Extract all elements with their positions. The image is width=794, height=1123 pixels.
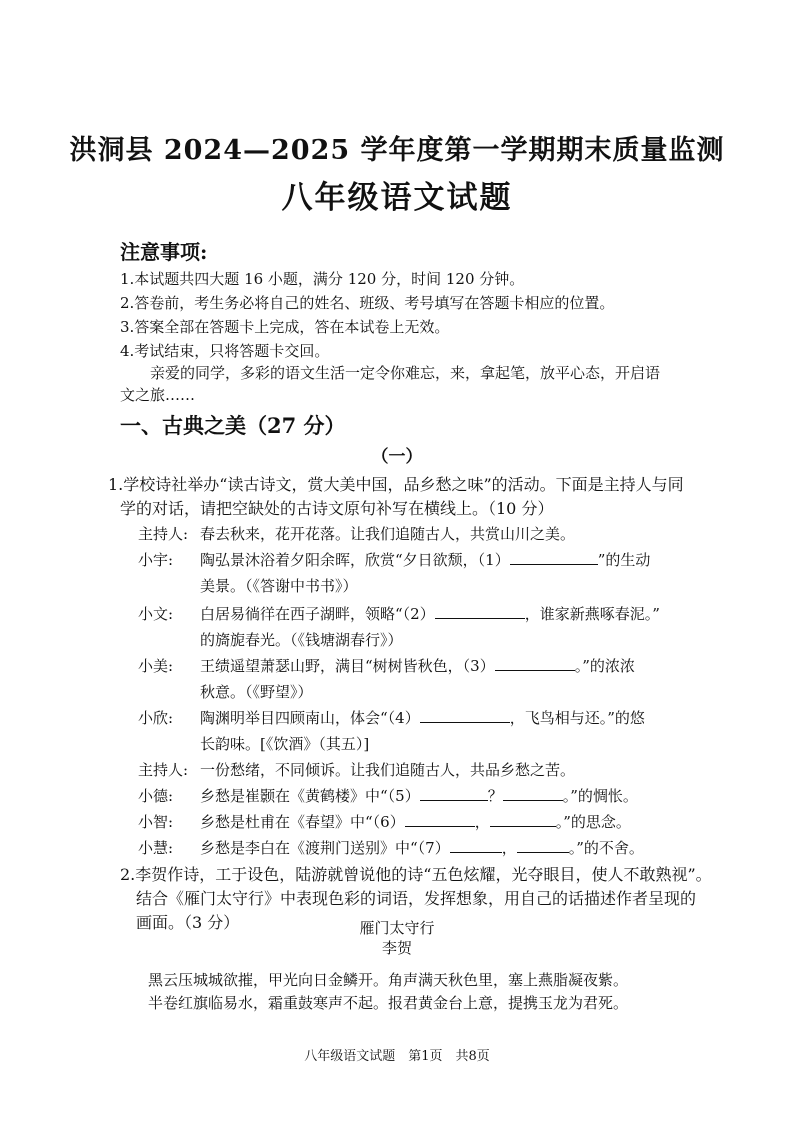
poem-line-2: 半卷红旗临易水，霜重鼓寒声不起。报君黄金台上意，提携玉龙为君死。 xyxy=(148,994,629,1012)
dialogue-xiaowen xyxy=(138,603,660,624)
speaker-label: 小德: xyxy=(138,787,174,805)
dialogue-text: 王绩遥望萧瑟山野，满目“树树皆秋色，（3） xyxy=(200,657,495,675)
dialogue-text: 乡愁是李白在《渡荆门送别》中“（7） xyxy=(200,839,450,857)
q1-line-1: 1.学校诗社举办“读古诗文，赏大美中国，品乡愁之味”的活动。下面是主持人与同 xyxy=(108,475,684,494)
answer-blank-6a[interactable] xyxy=(405,812,475,827)
dialogue-text: 乡愁是杜甫在《春望》中“（6） xyxy=(200,813,405,831)
dialogue-text: 春去秋来，花开花落。让我们追随古人，共赏山川之美。 xyxy=(200,525,576,543)
dialogue-text: 一份愁绪，不同倾诉。让我们追随古人，共品乡愁之苦。 xyxy=(200,761,576,779)
notice-item-3: 3.答案全部在答题卡上完成，答在本试卷上无效。 xyxy=(120,318,450,336)
dialogue-text: ”的生动 xyxy=(597,551,651,569)
speaker-label: 小慧: xyxy=(138,839,174,857)
speaker-label: 小美: xyxy=(138,657,174,675)
dialogue-text: ？ xyxy=(487,787,503,805)
dialogue-xiaohui xyxy=(138,837,644,858)
dialogue-xiaoyu-cont: 美景。（《答谢中书书》） xyxy=(200,577,358,595)
notice-item-4: 4.考试结束，只将答题卡交回。 xyxy=(120,342,330,360)
poem-title: 雁门太守行 xyxy=(359,919,435,937)
answer-blank-6b[interactable] xyxy=(490,812,556,827)
notice-item-1: 1.本试题共四大题 16 小题，满分 120 分，时间 120 分钟。 xyxy=(120,270,525,288)
speaker-label: 小智: xyxy=(138,813,174,831)
speaker-label: 小宇: xyxy=(138,551,174,569)
answer-blank-5a[interactable] xyxy=(420,786,488,801)
answer-blank-4[interactable] xyxy=(420,708,510,723)
notice-item-2: 2.答卷前，考生务必将自己的姓名、班级、考号填写在答题卡相应的位置。 xyxy=(120,294,615,312)
dialogue-text: 。”的思念。 xyxy=(555,813,631,831)
answer-blank-1[interactable] xyxy=(510,550,598,565)
page-footer: 八年级语文试题 第1页 共8页 xyxy=(304,1049,490,1064)
dialogue-host-1 xyxy=(138,523,575,544)
q1-line-2: 学的对话，请把空缺处的古诗文原句补写在横线上。（10 分） xyxy=(120,499,554,518)
dialogue-text: 白居易徜徉在西子湖畔，领略“（2） xyxy=(200,605,435,623)
speaker-label: 主持人: xyxy=(138,525,189,543)
answer-blank-7b[interactable] xyxy=(517,838,569,853)
dialogue-text: 。”的浓浓 xyxy=(574,657,635,675)
dialogue-text: 乡愁是崔颢在《黄鹤楼》中“（5） xyxy=(200,787,420,805)
dialogue-text: 陶渊明举目四顾南山，体会“（4） xyxy=(200,709,420,727)
speaker-label: 小欣: xyxy=(138,709,174,727)
dialogue-xiaomei-cont: 秋意。（《野望》） xyxy=(200,683,313,701)
dialogue-text: ，飞鸟相与还。”的悠 xyxy=(509,709,645,727)
dialogue-host-2 xyxy=(138,759,575,780)
intro-line-1: 亲爱的同学，多彩的语文生活一定令你难忘，来，拿起笔，放平心态，开启语 xyxy=(150,364,661,382)
exam-title: 洪洞县 2024—2025 学年度第一学期期末质量监测 xyxy=(69,135,725,166)
dialogue-xiaomei xyxy=(138,655,635,676)
dialogue-text: 。”的惆怅。 xyxy=(562,787,638,805)
dialogue-xiaoyu xyxy=(138,549,650,570)
dialogue-text: ， xyxy=(501,839,517,857)
answer-blank-7a[interactable] xyxy=(450,838,502,853)
dialogue-xiaozhi xyxy=(138,811,631,832)
answer-blank-5b[interactable] xyxy=(503,786,563,801)
intro-line-2: 文之旅…… xyxy=(120,386,196,404)
poem-author: 李贺 xyxy=(381,939,412,957)
section-heading: 一、古典之美（27 分） xyxy=(120,413,346,438)
dialogue-xiaowen-cont: 的旖旎春光。（《钱塘湖春行》） xyxy=(200,631,403,649)
dialogue-xiaoxin xyxy=(138,707,645,728)
dialogue-xiaode xyxy=(138,785,638,806)
dialogue-text: 。”的不舍。 xyxy=(568,839,644,857)
speaker-label: 小文: xyxy=(138,605,174,623)
dialogue-xiaoxin-cont: 长韵味。[《饮酒》（其五）] xyxy=(200,735,370,753)
q2-line-1: 2.李贺作诗，工于设色，陆游就曾说他的诗“五色炫耀，光夺眼目，使人不敢熟视”。 xyxy=(120,865,712,884)
dialogue-text: ， xyxy=(474,813,490,831)
speaker-label: 主持人: xyxy=(138,761,189,779)
part-heading: （一） xyxy=(371,447,423,467)
q2-line-3: 画面。（3 分） xyxy=(136,913,240,932)
dialogue-text: 陶弘景沐浴着夕阳余晖，欣赏“夕日欲颓，（1） xyxy=(200,551,510,569)
answer-blank-3[interactable] xyxy=(495,656,575,671)
q2-line-2: 结合《雁门太守行》中表现色彩的词语，发挥想象，用自己的话描述作者呈现的 xyxy=(136,889,697,908)
dialogue-text: ，谁家新燕啄春泥。” xyxy=(524,605,660,623)
poem-line-1: 黑云压城城欲摧，甲光向日金鳞开。角声满天秋色里，塞上燕脂凝夜紫。 xyxy=(148,971,629,989)
notice-heading: 注意事项: xyxy=(120,240,208,264)
exam-subtitle: 八年级语文试题 xyxy=(281,180,513,216)
answer-blank-2[interactable] xyxy=(435,604,525,619)
